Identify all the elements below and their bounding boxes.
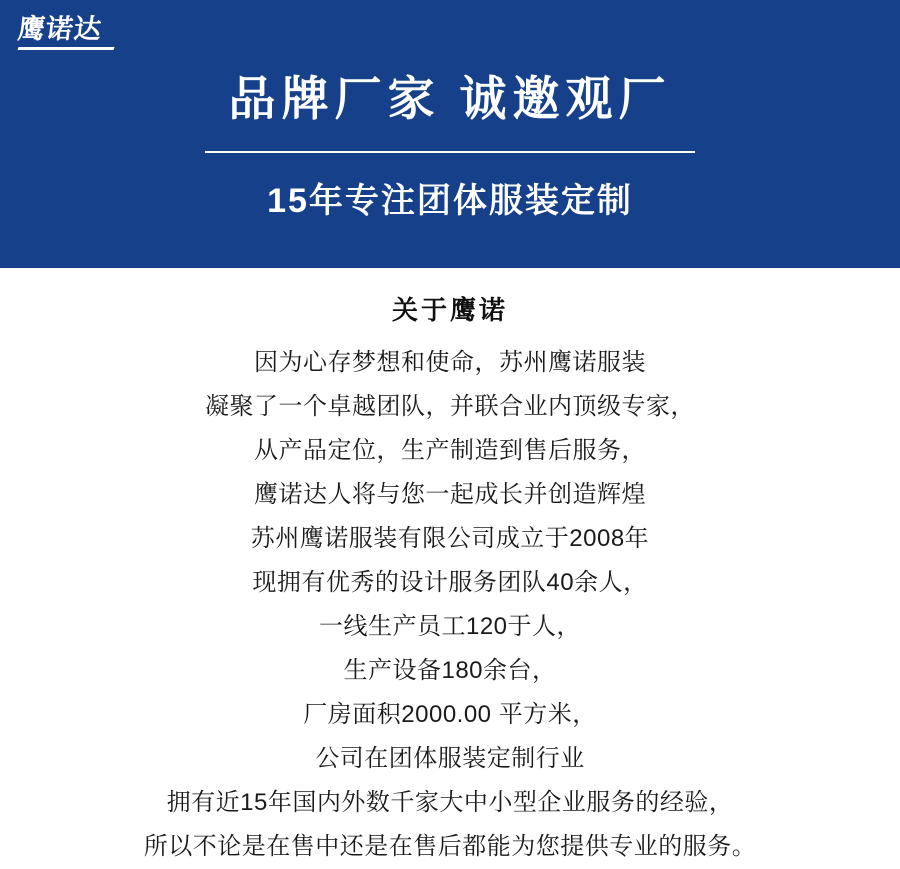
about-line: 现拥有优秀的设计服务团队40余人， [252, 569, 648, 596]
about-line: 苏州鹰诺服装有限公司成立于2008年 [250, 525, 650, 552]
about-line: 一线生产员工120于人， [318, 613, 582, 640]
about-line: 所以不论是在售中还是在售后都能为您提供专业的服务。 [143, 833, 757, 860]
about-line: 因为心存梦想和使命，苏州鹰诺服装 [254, 349, 646, 376]
about-line: 鹰诺达人将与您一起成长并创造辉煌 [254, 481, 646, 508]
brand-logo-text: 鹰诺达 [16, 14, 104, 44]
hero-banner [0, 0, 900, 268]
about-body [0, 341, 900, 869]
about-line: 拥有近15年国内外数千家大中小型企业服务的经验， [166, 789, 734, 816]
about-line: 凝聚了一个卓越团队，并联合业内顶级专家， [205, 393, 695, 420]
banner-title: 品牌厂家 诚邀观厂 [228, 72, 672, 125]
banner-divider [205, 151, 695, 153]
about-line: 公司在团体服装定制行业 [315, 745, 585, 772]
about-line: 生产设备180余台， [343, 657, 557, 684]
banner-content [0, 0, 900, 268]
about-heading: 关于鹰诺 [391, 295, 508, 325]
about-line: 从产品定位，生产制造到售后服务， [254, 437, 646, 464]
banner-subtitle: 15年专注团体服装定制 [267, 182, 633, 220]
about-section [0, 268, 900, 869]
about-line: 厂房面积2000.00 平方米， [303, 701, 597, 728]
